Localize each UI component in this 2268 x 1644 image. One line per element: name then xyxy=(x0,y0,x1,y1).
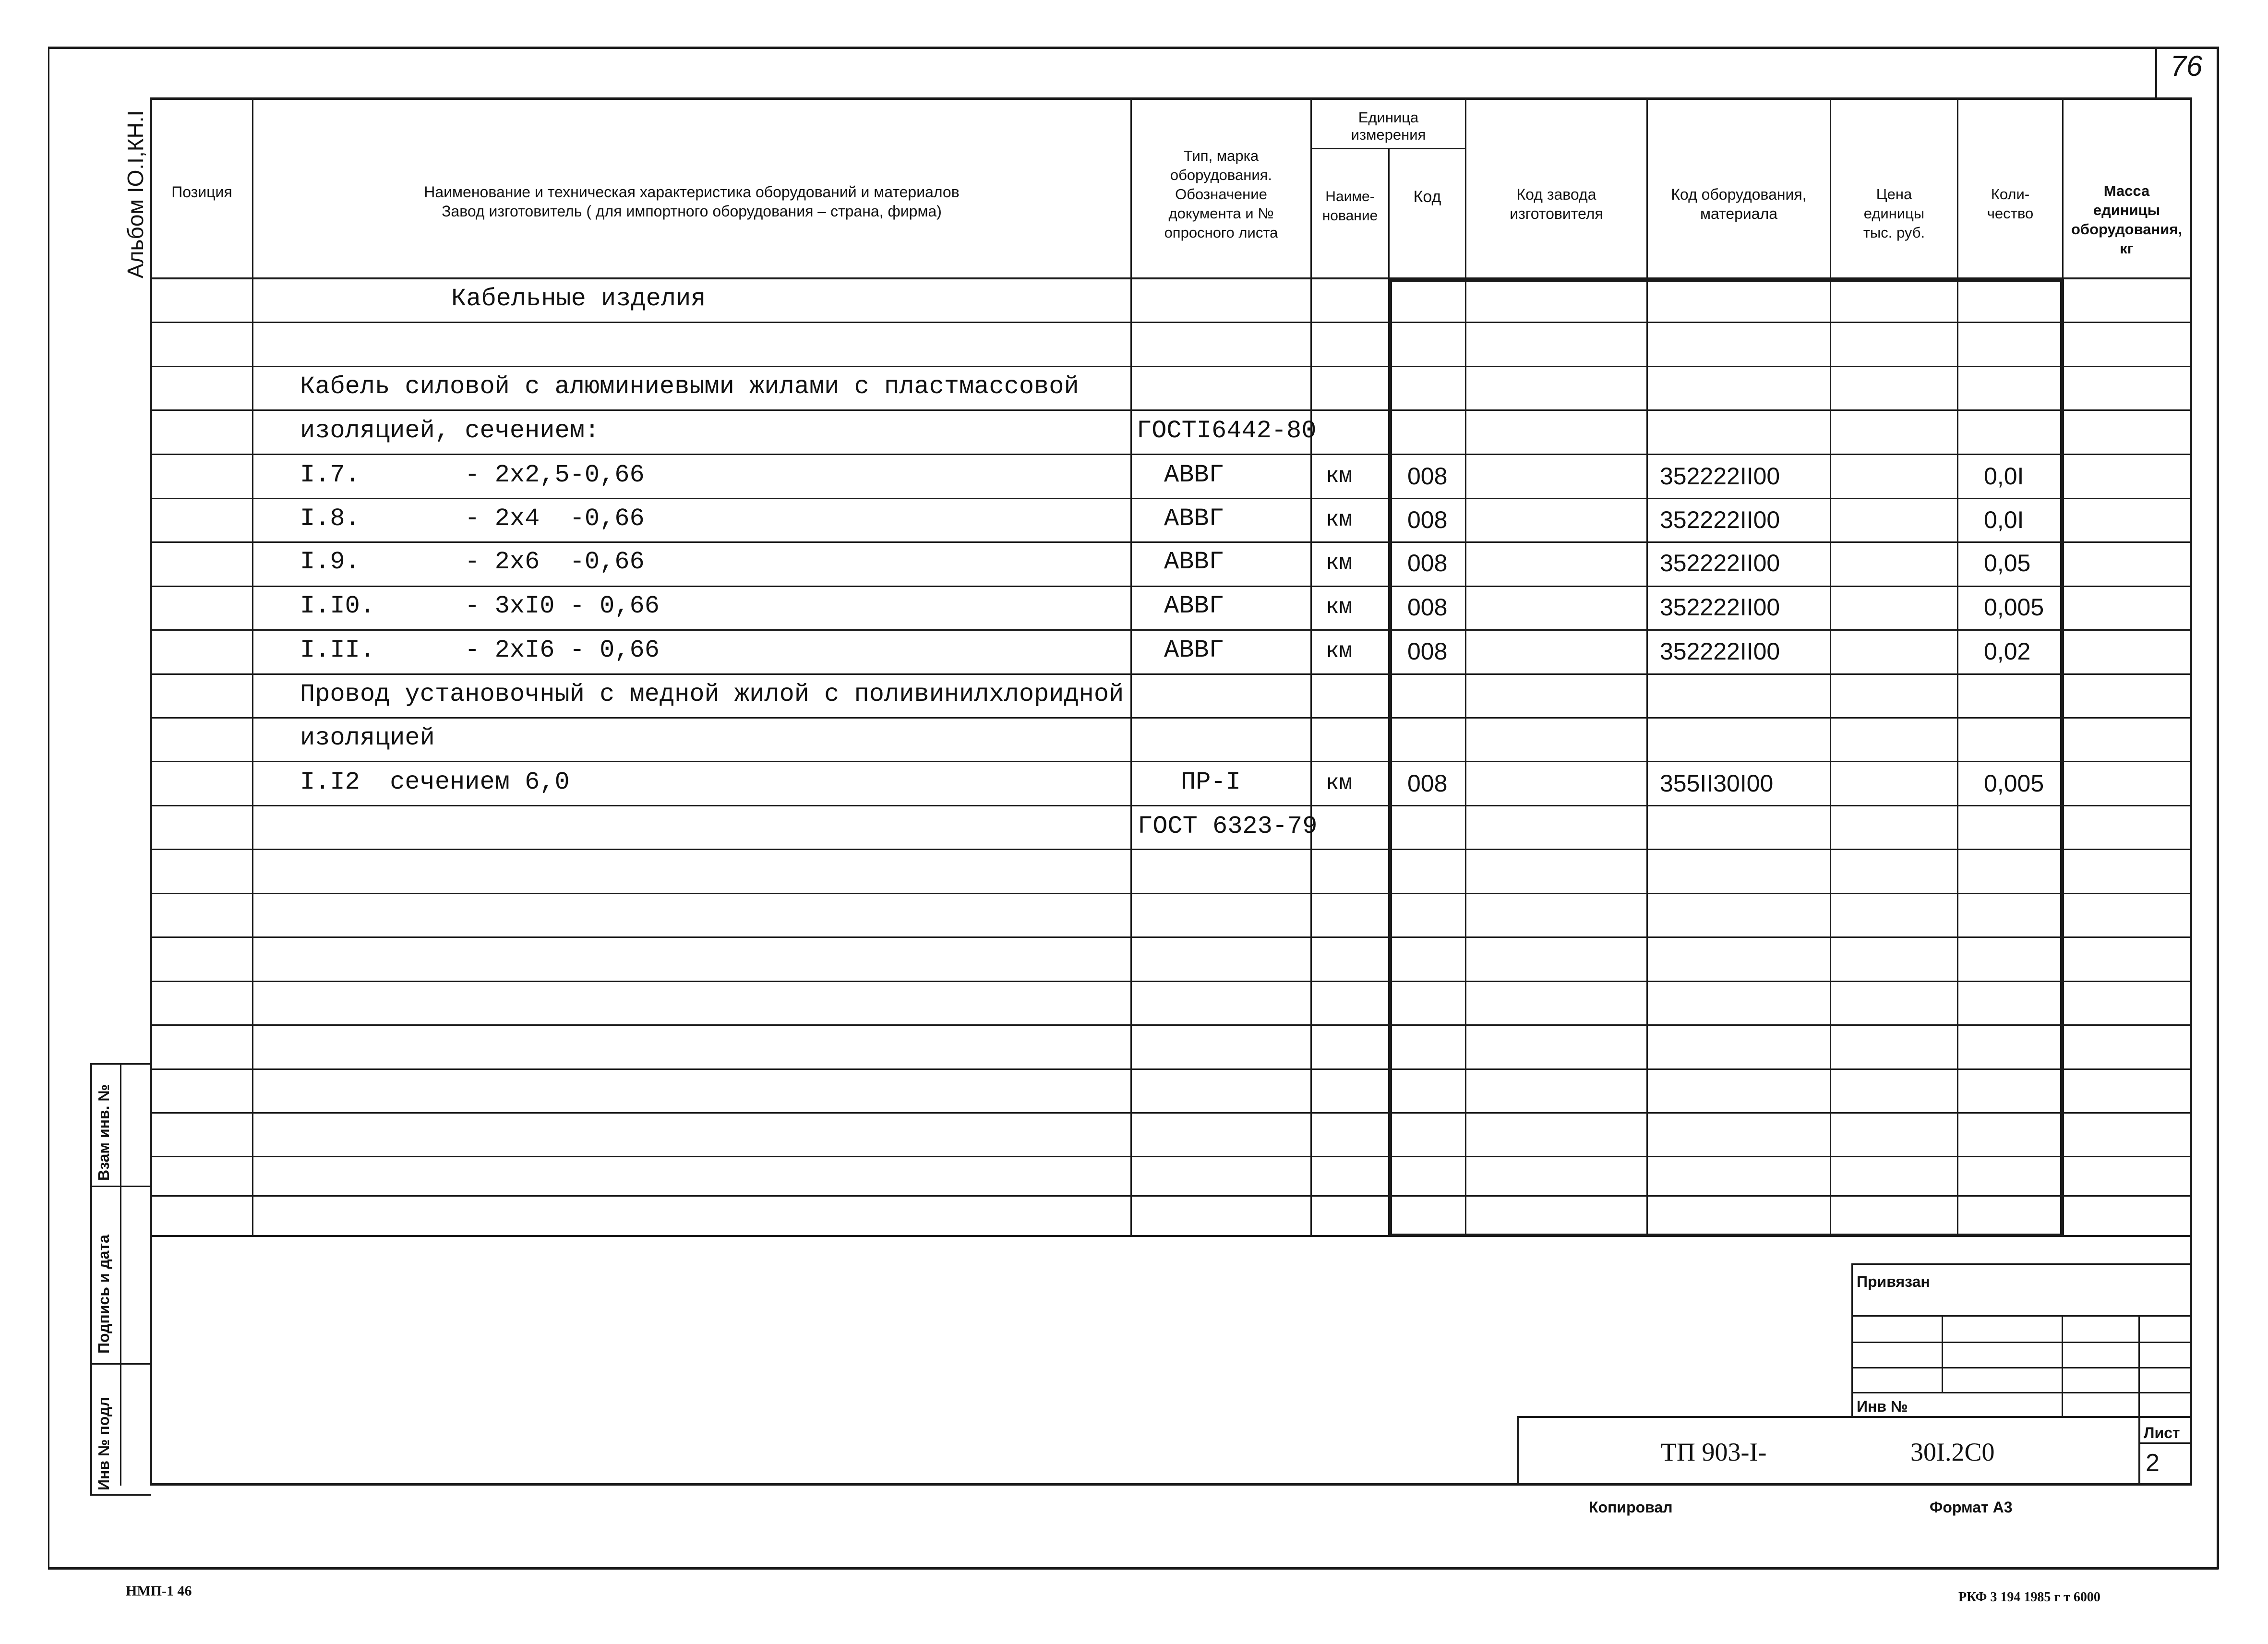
stamp-podpis: Подпись и дата xyxy=(95,1235,112,1354)
format-label: Формат А3 xyxy=(1930,1499,2013,1516)
tb-privyazan-left xyxy=(1851,1263,1853,1417)
row-qty: 0,005 xyxy=(1984,770,2044,797)
row-equip: 352222II00 xyxy=(1660,506,1780,533)
row-unit: км xyxy=(1326,595,1353,620)
stamp-vzam: Взам инв. № xyxy=(95,1084,112,1181)
col-div-9b xyxy=(2060,279,2064,1236)
row-type: АВВГ xyxy=(1164,548,1224,576)
outer-frame-left xyxy=(48,47,49,1569)
outer-frame-bottom xyxy=(48,1567,2219,1570)
tb-privyazan: Привязан xyxy=(1857,1273,1930,1290)
tb-row-3 xyxy=(1851,1367,2192,1368)
col-div-8 xyxy=(1957,97,1958,1236)
row-code: 008 xyxy=(1407,506,1448,533)
row-type: ПР-I xyxy=(1181,768,1241,796)
col-div-3 xyxy=(1310,97,1312,1236)
row-equip: 352222II00 xyxy=(1660,594,1780,621)
footer-right: РКФ 3 194 1985 г т 6000 xyxy=(1958,1590,2100,1605)
row-qty: 0,005 xyxy=(1984,594,2044,621)
stamp-inv: Инв № подл xyxy=(95,1397,112,1490)
row-name: I.8. - 2х4 -0,66 xyxy=(300,504,645,533)
row-name: I.II. - 2хI6 - 0,66 xyxy=(300,636,660,664)
sheet-number-box-left xyxy=(2155,47,2157,98)
tb-row-1 xyxy=(1851,1315,2192,1317)
row-unit: км xyxy=(1326,771,1353,796)
archive-label: Альбом IO.I,КН.I xyxy=(123,110,148,278)
header-unit-code: Код xyxy=(1413,188,1441,206)
row-name: изоляцией xyxy=(300,724,435,752)
row-equip: 352222II00 xyxy=(1660,550,1780,576)
row-code: 008 xyxy=(1407,770,1448,797)
stamp-div-1 xyxy=(90,1186,151,1187)
row-type: АВВГ xyxy=(1164,504,1224,533)
kopiroval: Копировал xyxy=(1589,1499,1673,1516)
tb-privyazan-top xyxy=(1851,1263,2192,1265)
col-div-6 xyxy=(1646,97,1648,1236)
row-code: 008 xyxy=(1407,463,1448,490)
row-name: I.9. - 2х6 -0,66 xyxy=(300,548,645,576)
header-qty: Коли- чество xyxy=(1987,186,2034,222)
row-code: 008 xyxy=(1407,638,1448,665)
tb-doc-code-a: ТП 903-I- xyxy=(1661,1438,1767,1466)
header-unit-name: Наиме- нование xyxy=(1322,189,1378,224)
row-code: 008 xyxy=(1407,550,1448,576)
row-type: АВВГ xyxy=(1164,461,1224,489)
tb-inv-no: Инв № xyxy=(1857,1398,1908,1415)
stamp-bottom xyxy=(90,1494,151,1496)
row-name: Кабельные изделия xyxy=(451,285,706,313)
col-div-2 xyxy=(1130,97,1132,1236)
row-code: 008 xyxy=(1407,594,1448,621)
col-div-5 xyxy=(1465,97,1466,1236)
tb-list-label: Лист xyxy=(2144,1424,2180,1441)
header-plant-code: Код завода изготовителя xyxy=(1510,186,1603,222)
row-name: I.I2 сечением 6,0 xyxy=(300,768,570,796)
row-unit: км xyxy=(1326,507,1353,532)
tb-row-2 xyxy=(1851,1342,2192,1343)
header-name: Наименование и техническая характеристика оборудований и материалов Завод изготовитель ( для импортного оборудования – страна, фирма) xyxy=(424,183,960,220)
table-top xyxy=(150,97,2190,100)
tb-main-top xyxy=(1517,1416,2192,1418)
table-bottom xyxy=(150,1483,2192,1486)
row-type: ГОСТI6442-80 xyxy=(1137,417,1317,445)
outer-frame-top xyxy=(48,47,2218,49)
row-name: изоляцией, сечением: xyxy=(300,417,600,445)
header-mass: Масса единицы оборудования, кг xyxy=(2071,182,2182,257)
row-qty: 0,0I xyxy=(1984,463,2024,490)
unit-header-split xyxy=(1310,148,1466,149)
row-equip: 355II30I00 xyxy=(1660,770,1774,797)
tb-list-left xyxy=(2138,1416,2140,1486)
col-div-1 xyxy=(252,97,253,1236)
row-unit: км xyxy=(1326,639,1353,664)
row-qty: 0,0I xyxy=(1984,506,2024,533)
row-type: ГОСТ 6323-79 xyxy=(1138,812,1318,840)
header-type: Тип, марка оборудования. Обозначение документа и № опросного листа xyxy=(1164,147,1278,241)
row-type: АВВГ xyxy=(1164,636,1224,664)
row-equip: 352222II00 xyxy=(1660,638,1780,665)
header-price: Цена единицы тыс. руб. xyxy=(1863,186,1925,241)
row-name: Провод установочный с медной жилой с поливинилхлоридной xyxy=(300,680,1124,708)
header-position: Позиция xyxy=(171,183,232,201)
tb-col-c xyxy=(2138,1315,2140,1416)
col-div-4b xyxy=(1388,279,1392,1236)
col-div-7 xyxy=(1830,97,1831,1236)
row-qty: 0,02 xyxy=(1984,638,2031,665)
row-unit: км xyxy=(1326,551,1353,576)
tb-list-number: 2 xyxy=(2146,1449,2160,1477)
tb-col-b xyxy=(2062,1315,2063,1416)
row-name: I.I0. - 3хI0 - 0,66 xyxy=(300,592,660,620)
row-equip: 352222II00 xyxy=(1660,463,1780,490)
stamp-strip-divider xyxy=(120,1063,121,1486)
tb-main-left xyxy=(1517,1416,1519,1486)
row-unit: км xyxy=(1326,464,1353,489)
stamp-div-2 xyxy=(90,1363,151,1365)
tb-col-a xyxy=(1942,1315,1943,1392)
stamp-strip-left xyxy=(90,1063,92,1495)
header-unit: Единица измерения xyxy=(1351,109,1426,143)
table-left xyxy=(150,97,152,1485)
row-type: АВВГ xyxy=(1164,592,1224,620)
header-equip-code: Код оборудования, материала xyxy=(1671,186,1807,222)
sheet-number: 76 xyxy=(2170,50,2203,82)
row-qty: 0,05 xyxy=(1984,550,2031,576)
heavy-box-top xyxy=(1388,279,2064,282)
row-name: I.7. - 2х2,5-0,66 xyxy=(300,461,645,489)
tb-doc-code-b: 30I.2С0 xyxy=(1910,1438,1995,1466)
footer-left: НМП-1 46 xyxy=(126,1583,192,1599)
stamp-top xyxy=(90,1063,151,1065)
outer-frame-right xyxy=(2217,47,2219,1569)
row-name: Кабель силовой с алюминиевыми жилами с пластмассовой xyxy=(300,372,1079,401)
table-right xyxy=(2190,97,2192,1485)
heavy-box-bottom xyxy=(1388,1234,2064,1237)
